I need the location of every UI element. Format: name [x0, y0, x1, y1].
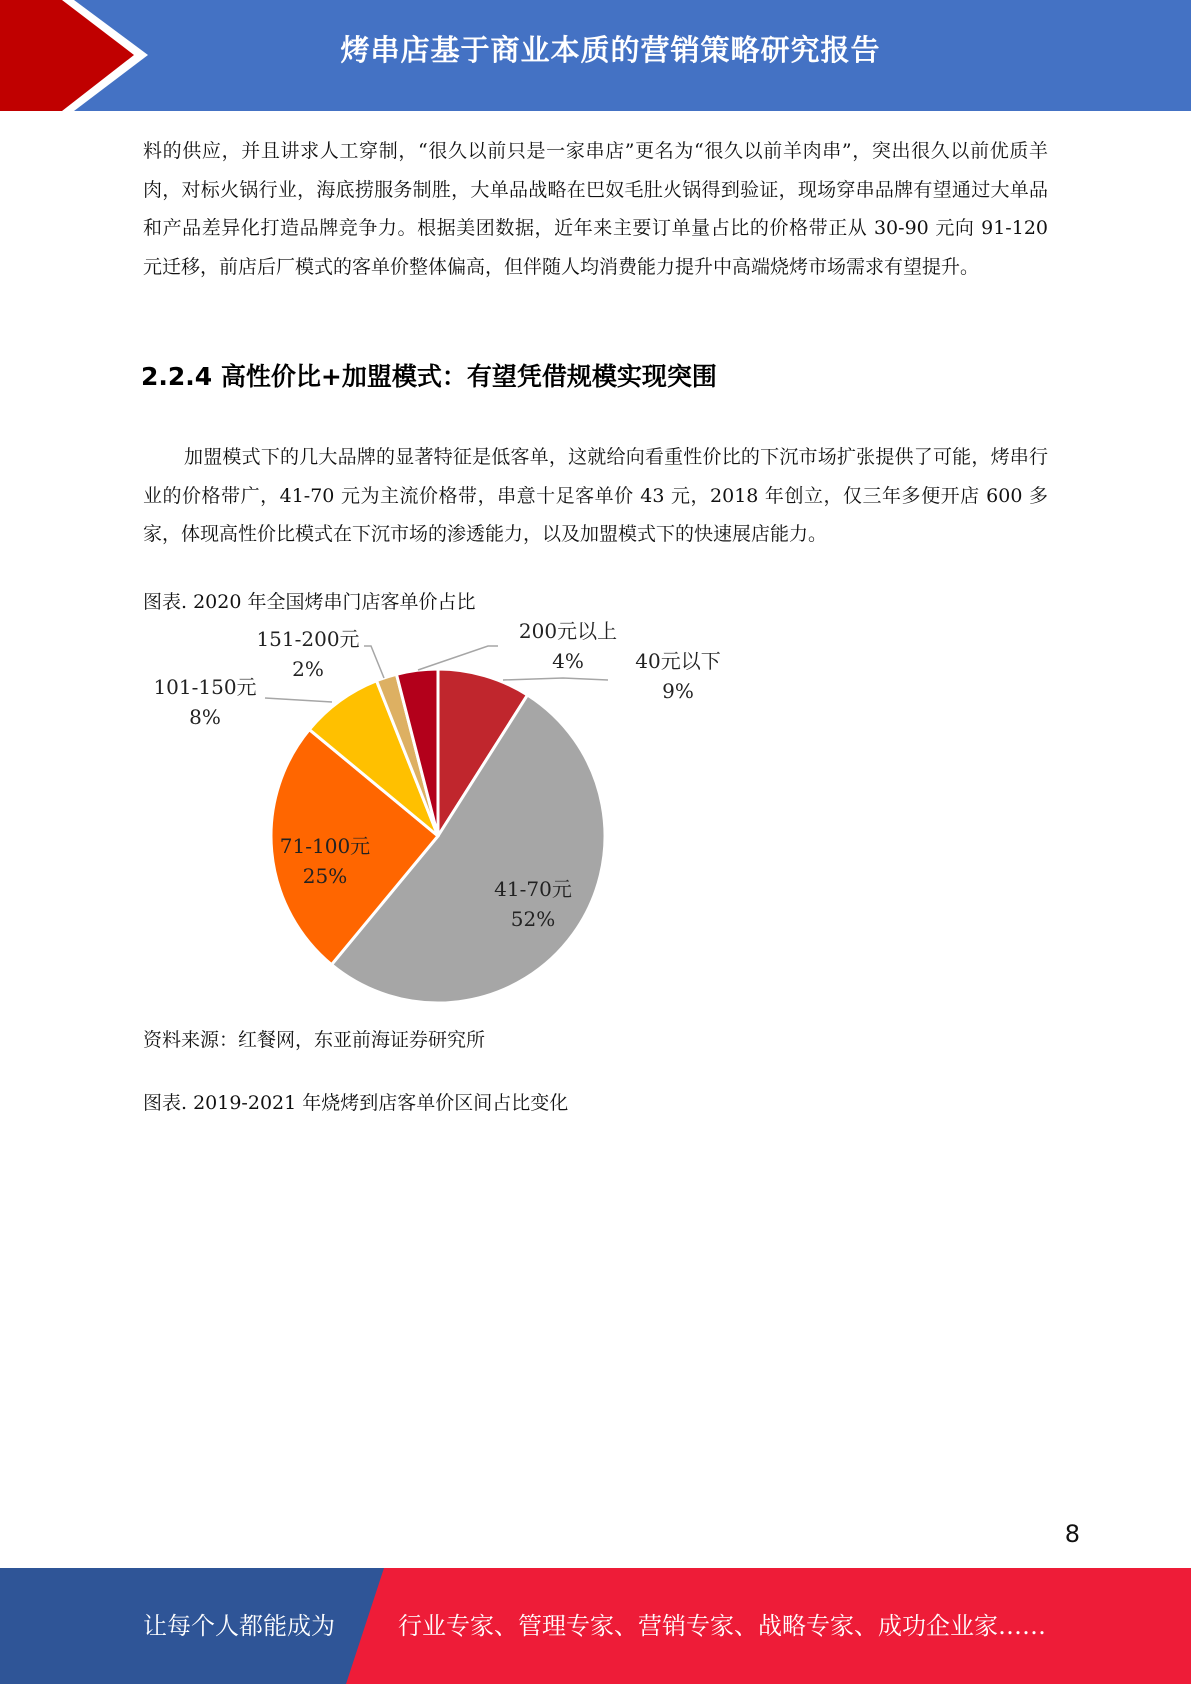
pie-slice-label: 71-100元 [279, 834, 371, 858]
pie-leader-line [364, 646, 384, 678]
pie-leader-line [265, 698, 332, 702]
body-paragraph-2: 加盟模式下的几大品牌的显著特征是低客单，这就给向看重性价比的下沉市场扩张提供了可能，烤串行业的价格带广，41-70 元为主流价格带，串意十足客单价 43 元，2018 年创立，仅三年多便开店 600 多家，体现高性价比模式在下沉市场的渗透能力，以及加盟模式下的快速展店能力。 [143, 446, 1048, 545]
pie-slice-label: 41-70元 [494, 877, 572, 901]
pie-slice-percent: 4% [552, 649, 584, 673]
body-paragraph-1: 料的供应，并且讲求人工穿制，“很久以前只是一家串店”更名为“很久以前羊肉串”，突出很久以前优质羊肉，对标火锅行业，海底捞服务制胜，大单品战略在巴奴毛肚火锅得到验证，现场穿串品牌有望通过大单品和产品差异化打造品牌竞争力。根据美团数据，近年来主要订单量占比的价格带正从 30-90 元向 91-120 元迁移，前店后厂模式的客单价整体偏高，但伴随人均消费能力提升中高端烧烤市场需求有望提升。 [143, 140, 1048, 278]
report-title: 烤串店基于商业本质的营销策略研究报告 [340, 33, 881, 67]
pie-slice-percent: 25% [302, 864, 348, 888]
pie-slice-percent: 9% [662, 679, 694, 703]
figure-2-caption: 图表. 2019-2021 年烧烤到店客单价区间占比变化 [143, 1092, 569, 1114]
pie-chart [143, 618, 743, 1018]
pie-slice-percent: 52% [510, 907, 556, 931]
pie-slice-label: 200元以上 [518, 619, 618, 643]
figure-1-caption: 图表. 2020 年全国烤串门店客单价占比 [143, 591, 476, 613]
pie-slice-percent: 2% [292, 657, 324, 681]
pie-leader-line [418, 646, 498, 670]
figure-1-source: 资料来源：红餐网，东亚前海证券研究所 [143, 1029, 486, 1051]
pie-slice-percent: 8% [189, 705, 221, 729]
pie-leader-line [503, 678, 608, 680]
section-heading: 2.2.4 高性价比+加盟模式：有望凭借规模实现突围 [141, 362, 717, 391]
page-number: 8 [1064, 1520, 1080, 1548]
pie-slice-label: 40元以下 [635, 649, 721, 673]
page-header [0, 0, 1191, 111]
pie-slice-label: 151-200元 [256, 627, 360, 651]
footer-slogan-left: 让每个人都能成为 [143, 1612, 335, 1640]
pie-slice-label: 101-150元 [153, 675, 257, 699]
footer-slogan-right: 行业专家、管理专家、营销专家、战略专家、成功企业家…… [398, 1612, 1046, 1640]
page-footer [0, 1568, 1191, 1684]
